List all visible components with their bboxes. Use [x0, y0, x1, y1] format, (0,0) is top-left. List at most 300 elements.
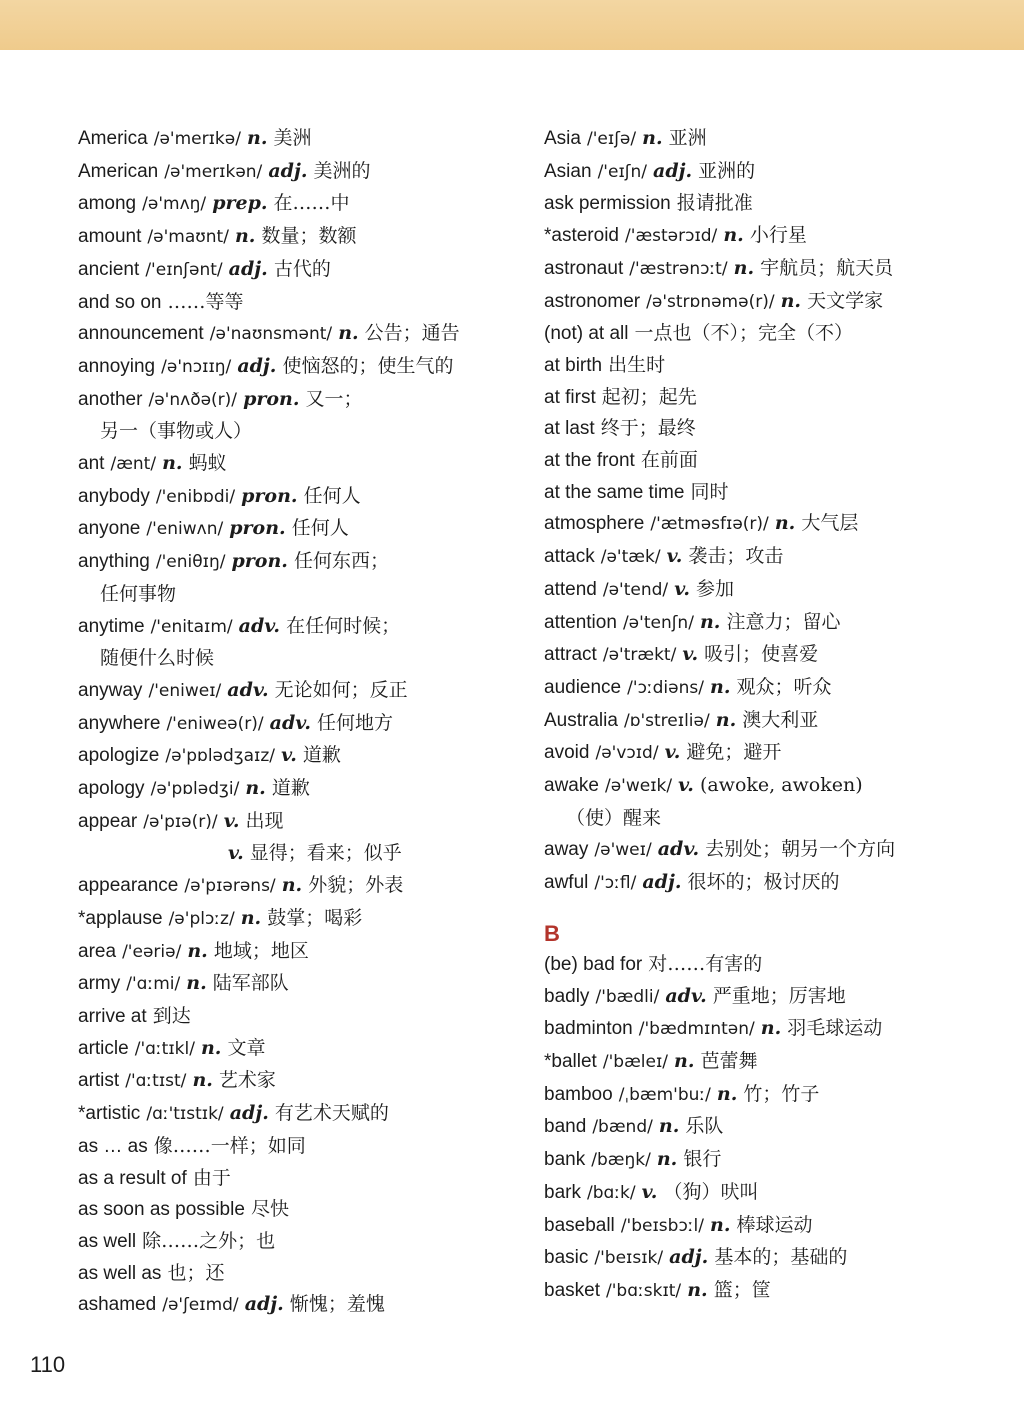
- pronunciation: /'ɔːdiəns/: [627, 677, 704, 698]
- headword: anybody: [78, 485, 150, 507]
- headword: basic: [544, 1247, 589, 1269]
- glossary-entry: [78, 611, 508, 644]
- part-of-speech: adv.: [657, 838, 700, 861]
- part-of-speech: n.: [710, 1213, 731, 1236]
- headword: attract: [544, 644, 597, 666]
- glossary-entry: [544, 770, 984, 803]
- headword: annoying: [78, 355, 156, 377]
- definition: 一点也（不）；完全（不）: [634, 322, 854, 345]
- part-of-speech: n.: [642, 127, 663, 149]
- part-of-speech: n.: [699, 610, 721, 633]
- pronunciation: /ə'naʊnsmənt/: [209, 324, 333, 345]
- headword: appear: [78, 810, 138, 832]
- headword: band: [544, 1116, 587, 1138]
- part-of-speech: n.: [162, 452, 183, 475]
- glossary-entry: [78, 156, 508, 189]
- glossary-entry: [78, 318, 508, 351]
- glossary-entry: [78, 123, 508, 156]
- headword: and so on: [78, 291, 162, 313]
- headword: bank: [544, 1149, 586, 1171]
- pronunciation: /'eəriə/: [122, 941, 182, 962]
- glossary-entry: [544, 672, 984, 705]
- headword: (not) at all: [544, 323, 629, 345]
- definition: 除……之外；也: [142, 1229, 276, 1252]
- pronunciation: /ə'weɪ/: [594, 840, 652, 861]
- headword: attack: [544, 546, 595, 568]
- pronunciation: /ə'pɒlədʒi/: [150, 779, 240, 800]
- glossary-entry: [78, 221, 508, 254]
- glossary-entry: [544, 350, 984, 382]
- glossary-entry: [544, 508, 984, 541]
- glossary-entry: [544, 981, 984, 1014]
- pronunciation: /ə'merɪkə/: [153, 129, 241, 149]
- glossary-entry: [544, 1177, 984, 1210]
- definition: 出生时: [608, 353, 666, 376]
- headword: as well: [78, 1230, 137, 1252]
- definition: 任何人: [291, 517, 349, 540]
- headword: at birth: [544, 354, 603, 376]
- definition: 另一（事物或人）: [100, 420, 253, 443]
- glossary-entry: [78, 870, 508, 903]
- pronunciation: /ə'pɪə(r)/: [143, 811, 218, 832]
- glossary-entry: [78, 287, 508, 319]
- glossary-entry: [78, 513, 508, 546]
- pronunciation: /'bædli/: [595, 986, 660, 1007]
- part-of-speech: adv.: [227, 678, 269, 701]
- glossary-entry: [78, 1131, 508, 1163]
- definition: 避免；避开: [686, 741, 782, 764]
- pronunciation: /ə'weɪk/: [604, 776, 673, 797]
- pronunciation: /'eniweɪ/: [148, 680, 222, 701]
- part-of-speech: adj.: [268, 159, 308, 182]
- glossary-entry: [78, 254, 508, 287]
- glossary-entry: [544, 834, 984, 867]
- pronunciation: /'beɪsbɔːl/: [620, 1215, 704, 1236]
- headword: ask permission: [544, 193, 671, 215]
- glossary-entry: [544, 1046, 984, 1079]
- definition: 参加: [696, 577, 735, 600]
- glossary-entry: [544, 1275, 984, 1308]
- definition: 地域；地区: [213, 939, 309, 962]
- definition: 天文学家: [807, 289, 884, 312]
- glossary-entry: [544, 949, 984, 981]
- part-of-speech: v.: [666, 545, 683, 568]
- glossary-entry: [544, 1144, 984, 1177]
- part-of-speech: v.: [678, 774, 694, 797]
- definition: 亚洲: [668, 127, 707, 149]
- glossary-entry: [78, 1033, 508, 1066]
- pronunciation: /ə'vɔɪd/: [595, 743, 659, 764]
- headword: at the front: [544, 450, 635, 472]
- definition: （狗）吠叫: [663, 1180, 759, 1203]
- definition: 无论如何；反正: [274, 678, 408, 701]
- glossary-entry: [78, 1098, 508, 1131]
- part-of-speech: v.: [682, 643, 699, 666]
- glossary-entry: [544, 253, 984, 286]
- part-of-speech: v.: [223, 809, 240, 832]
- definition: 在……中: [273, 192, 350, 215]
- headword: avoid: [544, 742, 590, 764]
- pronunciation: /ə'plɔːz/: [168, 908, 235, 929]
- glossary-entry: [544, 382, 984, 414]
- part-of-speech: n.: [656, 1148, 678, 1171]
- part-of-speech: adj.: [237, 354, 277, 377]
- definition: 陆军部队: [212, 972, 289, 995]
- headword: as a result of: [78, 1167, 187, 1189]
- pronunciation: /bæŋk/: [591, 1150, 651, 1171]
- part-of-speech: pron.: [231, 550, 288, 573]
- glossary-entry: [544, 737, 984, 770]
- part-of-speech: pron.: [243, 387, 300, 410]
- definition: 注意力；留心: [726, 610, 841, 633]
- part-of-speech: n.: [192, 1069, 213, 1092]
- pronunciation: /'eɪʃə/: [587, 129, 637, 149]
- glossary-entry: [78, 416, 508, 448]
- part-of-speech: n.: [723, 224, 744, 247]
- definition: 袭击；攻击: [688, 545, 784, 568]
- pronunciation: /'eɪʃn/: [597, 161, 647, 182]
- glossary-entry: [544, 1079, 984, 1112]
- part-of-speech: pron.: [229, 517, 286, 540]
- glossary-entry: [78, 1226, 508, 1258]
- definition: 由于: [192, 1166, 231, 1189]
- definition: 有艺术天赋的: [274, 1102, 389, 1125]
- pronunciation: /ˌbæm'buː/: [618, 1084, 711, 1105]
- glossary-entry: [544, 607, 984, 640]
- part-of-speech: adv.: [269, 711, 311, 734]
- part-of-speech: adj.: [653, 159, 693, 182]
- headword: at first: [544, 386, 596, 408]
- definition: 尽快: [250, 1198, 289, 1221]
- part-of-speech: n.: [716, 1082, 738, 1105]
- glossary-entry: [78, 708, 508, 741]
- part-of-speech: adv.: [665, 984, 707, 1007]
- part-of-speech: v.: [281, 744, 297, 767]
- definition: 数量；数额: [261, 225, 357, 248]
- pronunciation: /ə'tæk/: [600, 547, 661, 568]
- headword: badly: [544, 985, 590, 1007]
- part-of-speech: adv.: [238, 614, 281, 637]
- pronunciation: /ɑː'tɪstɪk/: [146, 1104, 224, 1125]
- definition: 到达: [152, 1004, 191, 1027]
- definition: 道歉: [302, 744, 341, 767]
- pronunciation: /ə'nʌðə(r)/: [148, 389, 238, 410]
- definition: 像……一样；如同: [153, 1134, 306, 1157]
- part-of-speech: prep.: [212, 192, 268, 215]
- headword: basket: [544, 1279, 600, 1301]
- headword: *ballet: [544, 1050, 597, 1072]
- part-of-speech: n.: [780, 289, 802, 312]
- definition: 大气层: [801, 512, 859, 535]
- headword: arrive at: [78, 1005, 147, 1027]
- definition: 任何地方: [317, 711, 394, 734]
- glossary-entry: [544, 156, 984, 189]
- pronunciation: /ə'pɪərəns/: [184, 876, 276, 897]
- definition: 报请批准: [676, 192, 753, 215]
- part-of-speech: adj.: [228, 257, 268, 280]
- definition: 随便什么时候: [100, 647, 215, 670]
- definition: ……等等: [167, 290, 244, 313]
- definition: 惭愧；羞愧: [289, 1293, 385, 1316]
- headword: appearance: [78, 875, 179, 897]
- definition: 宇航员；航天员: [760, 256, 894, 279]
- definition: 严重地；厉害地: [712, 984, 846, 1007]
- part-of-speech: n.: [247, 127, 268, 149]
- headword: Asia: [544, 128, 581, 149]
- definition: 吸引；使喜爱: [704, 643, 819, 666]
- page-number: 110: [30, 1352, 66, 1377]
- headword: awake: [544, 775, 599, 797]
- definition: 同时: [690, 480, 729, 503]
- headword: *artistic: [78, 1103, 141, 1125]
- glossary-entry: [544, 1242, 984, 1275]
- definition: 又一；: [305, 387, 363, 410]
- part-of-speech: n.: [240, 906, 262, 929]
- glossary-entry: [544, 413, 984, 445]
- headword: ancient: [78, 258, 140, 280]
- part-of-speech: n.: [674, 1049, 695, 1072]
- pronunciation: /ə'merɪkən/: [164, 161, 263, 182]
- pronunciation: /'bɑːskɪt/: [606, 1280, 682, 1301]
- part-of-speech: n.: [760, 1017, 782, 1040]
- pronunciation: /ə'maʊnt/: [147, 227, 229, 248]
- definition: 任何东西；: [293, 550, 389, 573]
- definition: 在任何时候；: [286, 614, 401, 637]
- definition: 起初；起先: [601, 385, 697, 408]
- part-of-speech: pron.: [241, 484, 298, 507]
- glossary-entry: [78, 968, 508, 1001]
- headword: anyone: [78, 518, 141, 540]
- definition: 观众；听众: [736, 675, 832, 698]
- glossary-entry: [78, 384, 508, 417]
- part-of-speech: n.: [245, 777, 266, 800]
- pronunciation: /'ɑːtɪkl/: [134, 1038, 195, 1059]
- headword: as … as: [78, 1135, 148, 1157]
- definition: 任何事物: [100, 582, 177, 605]
- glossary-entry: [78, 643, 508, 675]
- pronunciation: /'æstrənɔːt/: [629, 258, 728, 279]
- glossary-right-column: [544, 123, 984, 1308]
- glossary-entry: [544, 188, 984, 220]
- headword: (be) bad for: [544, 953, 643, 975]
- headword: another: [78, 388, 143, 410]
- glossary-entry: [544, 705, 984, 738]
- glossary-left-column: [78, 123, 508, 1322]
- definition: 小行星: [749, 224, 807, 247]
- headword: ashamed: [78, 1294, 157, 1316]
- headword: apology: [78, 778, 145, 800]
- pronunciation: /'ɑːmi/: [126, 974, 181, 995]
- definition: 乐队: [685, 1115, 724, 1138]
- glossary-entry: [78, 773, 508, 806]
- glossary-entry: [78, 188, 508, 221]
- headword: at the same time: [544, 481, 685, 503]
- glossary-entry: [78, 546, 508, 579]
- definition: 显得；看来；似乎: [249, 842, 402, 865]
- pronunciation: /'eniθɪŋ/: [155, 552, 226, 573]
- pronunciation: /ɒ'streɪliə/: [623, 710, 710, 731]
- pronunciation: /'eniwʌn/: [146, 519, 224, 540]
- pronunciation: /'eɪnʃənt/: [145, 259, 223, 280]
- headword: astronaut: [544, 257, 624, 279]
- glossary-entry: [78, 448, 508, 481]
- headword: atmosphere: [544, 513, 645, 535]
- definition: 美洲: [273, 127, 312, 149]
- headword: anytime: [78, 615, 145, 637]
- headword: away: [544, 839, 589, 861]
- part-of-speech: n.: [338, 322, 359, 345]
- glossary-entry: [78, 1194, 508, 1226]
- part-of-speech: n.: [715, 708, 737, 731]
- headword: Asian: [544, 160, 592, 182]
- definition: 对……有害的: [648, 952, 763, 975]
- part-of-speech: n.: [186, 972, 207, 995]
- definition: 去别处；朝另一个方向: [705, 838, 896, 861]
- pronunciation: /'ɔːfl/: [594, 873, 637, 894]
- definition: 羽毛球运动: [787, 1017, 883, 1040]
- headword: awful: [544, 872, 589, 894]
- definition: 篮；筐: [713, 1278, 771, 1301]
- glossary-entry: [78, 1065, 508, 1098]
- pronunciation: /'eniweə(r)/: [166, 713, 264, 734]
- glossary-entry: [78, 579, 508, 611]
- definition: 芭蕾舞: [700, 1049, 758, 1072]
- headword: *applause: [78, 907, 163, 929]
- glossary-entry: [544, 123, 984, 156]
- part-of-speech: adj.: [642, 871, 682, 894]
- headword: America: [78, 128, 148, 149]
- glossary-entry: [78, 675, 508, 708]
- headword: audience: [544, 676, 622, 698]
- headword: army: [78, 973, 121, 995]
- headword: artist: [78, 1070, 120, 1092]
- pronunciation: /ænt/: [110, 454, 157, 475]
- glossary-entry: [544, 803, 984, 835]
- pronunciation: /ə'mʌŋ/: [142, 194, 207, 215]
- section-letter-b: B: [544, 920, 560, 946]
- definition: 澳大利亚: [742, 708, 819, 731]
- glossary-entry: [78, 936, 508, 969]
- definition: 道歉: [271, 777, 310, 800]
- definition: 艺术家: [218, 1069, 276, 1092]
- headword: astronomer: [544, 290, 641, 312]
- glossary-entry: [544, 1111, 984, 1144]
- pronunciation: /'enitaɪm/: [150, 616, 233, 637]
- part-of-speech: n.: [234, 225, 256, 248]
- headword: amount: [78, 226, 142, 248]
- glossary-entry: [544, 541, 984, 574]
- part-of-speech: n.: [658, 1115, 680, 1138]
- definition: 美洲的: [313, 159, 371, 182]
- headword: announcement: [78, 323, 204, 345]
- headword: anywhere: [78, 712, 161, 734]
- pronunciation: /bɑːk/: [587, 1182, 636, 1203]
- definition: （使）醒来: [566, 806, 662, 829]
- glossary-entry: [78, 1289, 508, 1322]
- glossary-entry: [544, 220, 984, 253]
- definition: 在前面: [640, 449, 698, 472]
- pronunciation: /ə'pɒlədʒaɪz/: [165, 746, 276, 767]
- definition: 亚洲的: [698, 159, 756, 182]
- glossary-entry: [78, 1163, 508, 1195]
- definition: 使恼怒的；使生气的: [282, 354, 454, 377]
- definition: 也；还: [167, 1261, 225, 1284]
- headword: badminton: [544, 1018, 633, 1040]
- headword: American: [78, 160, 159, 182]
- part-of-speech: n.: [710, 675, 731, 698]
- glossary-entry: [78, 481, 508, 514]
- part-of-speech: v.: [664, 741, 681, 764]
- definition: 蚂蚁: [188, 452, 227, 475]
- part-of-speech: adj.: [669, 1246, 709, 1269]
- headword: among: [78, 193, 137, 215]
- headword: article: [78, 1037, 129, 1059]
- headword: anything: [78, 551, 150, 573]
- headword: at last: [544, 418, 595, 440]
- glossary-entry: [78, 806, 508, 839]
- pronunciation: /'æstərɔɪd/: [625, 226, 718, 247]
- pronunciation: /'ætməsfɪə(r)/: [650, 514, 769, 535]
- part-of-speech: n.: [687, 1278, 708, 1301]
- part-of-speech: v.: [228, 842, 244, 865]
- pronunciation: /ə'tend/: [602, 579, 669, 600]
- definition: 出现: [245, 809, 284, 832]
- headword: bamboo: [544, 1083, 613, 1105]
- part-of-speech: n.: [187, 939, 208, 962]
- top-decorative-band: [0, 0, 1024, 50]
- glossary-entry: [78, 1258, 508, 1290]
- pronunciation: /'ɑːtɪst/: [125, 1071, 187, 1092]
- definition: 竹；竹子: [743, 1082, 820, 1105]
- part-of-speech: adj.: [229, 1102, 269, 1125]
- headword: Australia: [544, 709, 618, 731]
- glossary-entry: [544, 574, 984, 607]
- glossary-entry: [544, 639, 984, 672]
- pronunciation: /'beɪsɪk/: [594, 1248, 664, 1269]
- headword: attend: [544, 578, 597, 600]
- headword: apologize: [78, 745, 160, 767]
- pronunciation: /ə'trækt/: [602, 645, 677, 666]
- pronunciation: /ə'ʃeɪmd/: [162, 1295, 239, 1316]
- pronunciation: /'bæleɪ/: [602, 1051, 668, 1072]
- pronunciation: /'enibɒdi/: [155, 486, 236, 507]
- headword: as soon as possible: [78, 1199, 245, 1221]
- pronunciation: /ə'strɒnəmə(r)/: [646, 291, 775, 312]
- definition: 很坏的；极讨厌的: [687, 871, 840, 894]
- definition: 古代的: [273, 257, 331, 280]
- headword: as well as: [78, 1262, 162, 1284]
- pronunciation: /ə'tenʃn/: [622, 612, 694, 633]
- part-of-speech: n.: [281, 874, 303, 897]
- glossary-entry: [78, 838, 508, 870]
- part-of-speech: n.: [774, 512, 796, 535]
- glossary-entry: [78, 903, 508, 936]
- part-of-speech: n.: [733, 256, 755, 279]
- part-of-speech: n.: [200, 1036, 222, 1059]
- definition: 外貌；外表: [308, 874, 404, 897]
- definition: 基本的；基础的: [714, 1246, 848, 1269]
- glossary-entry: [78, 740, 508, 773]
- headword: ant: [78, 453, 105, 475]
- definition: 终于；最终: [600, 417, 696, 440]
- pronunciation: /'bædmɪntən/: [638, 1019, 755, 1040]
- headword: baseball: [544, 1214, 615, 1236]
- definition: (awoke, awoken): [699, 774, 863, 797]
- headword: anyway: [78, 679, 143, 701]
- headword: bark: [544, 1181, 581, 1203]
- part-of-speech: v.: [641, 1180, 658, 1203]
- pronunciation: /ə'nɔɪɪŋ/: [161, 356, 232, 377]
